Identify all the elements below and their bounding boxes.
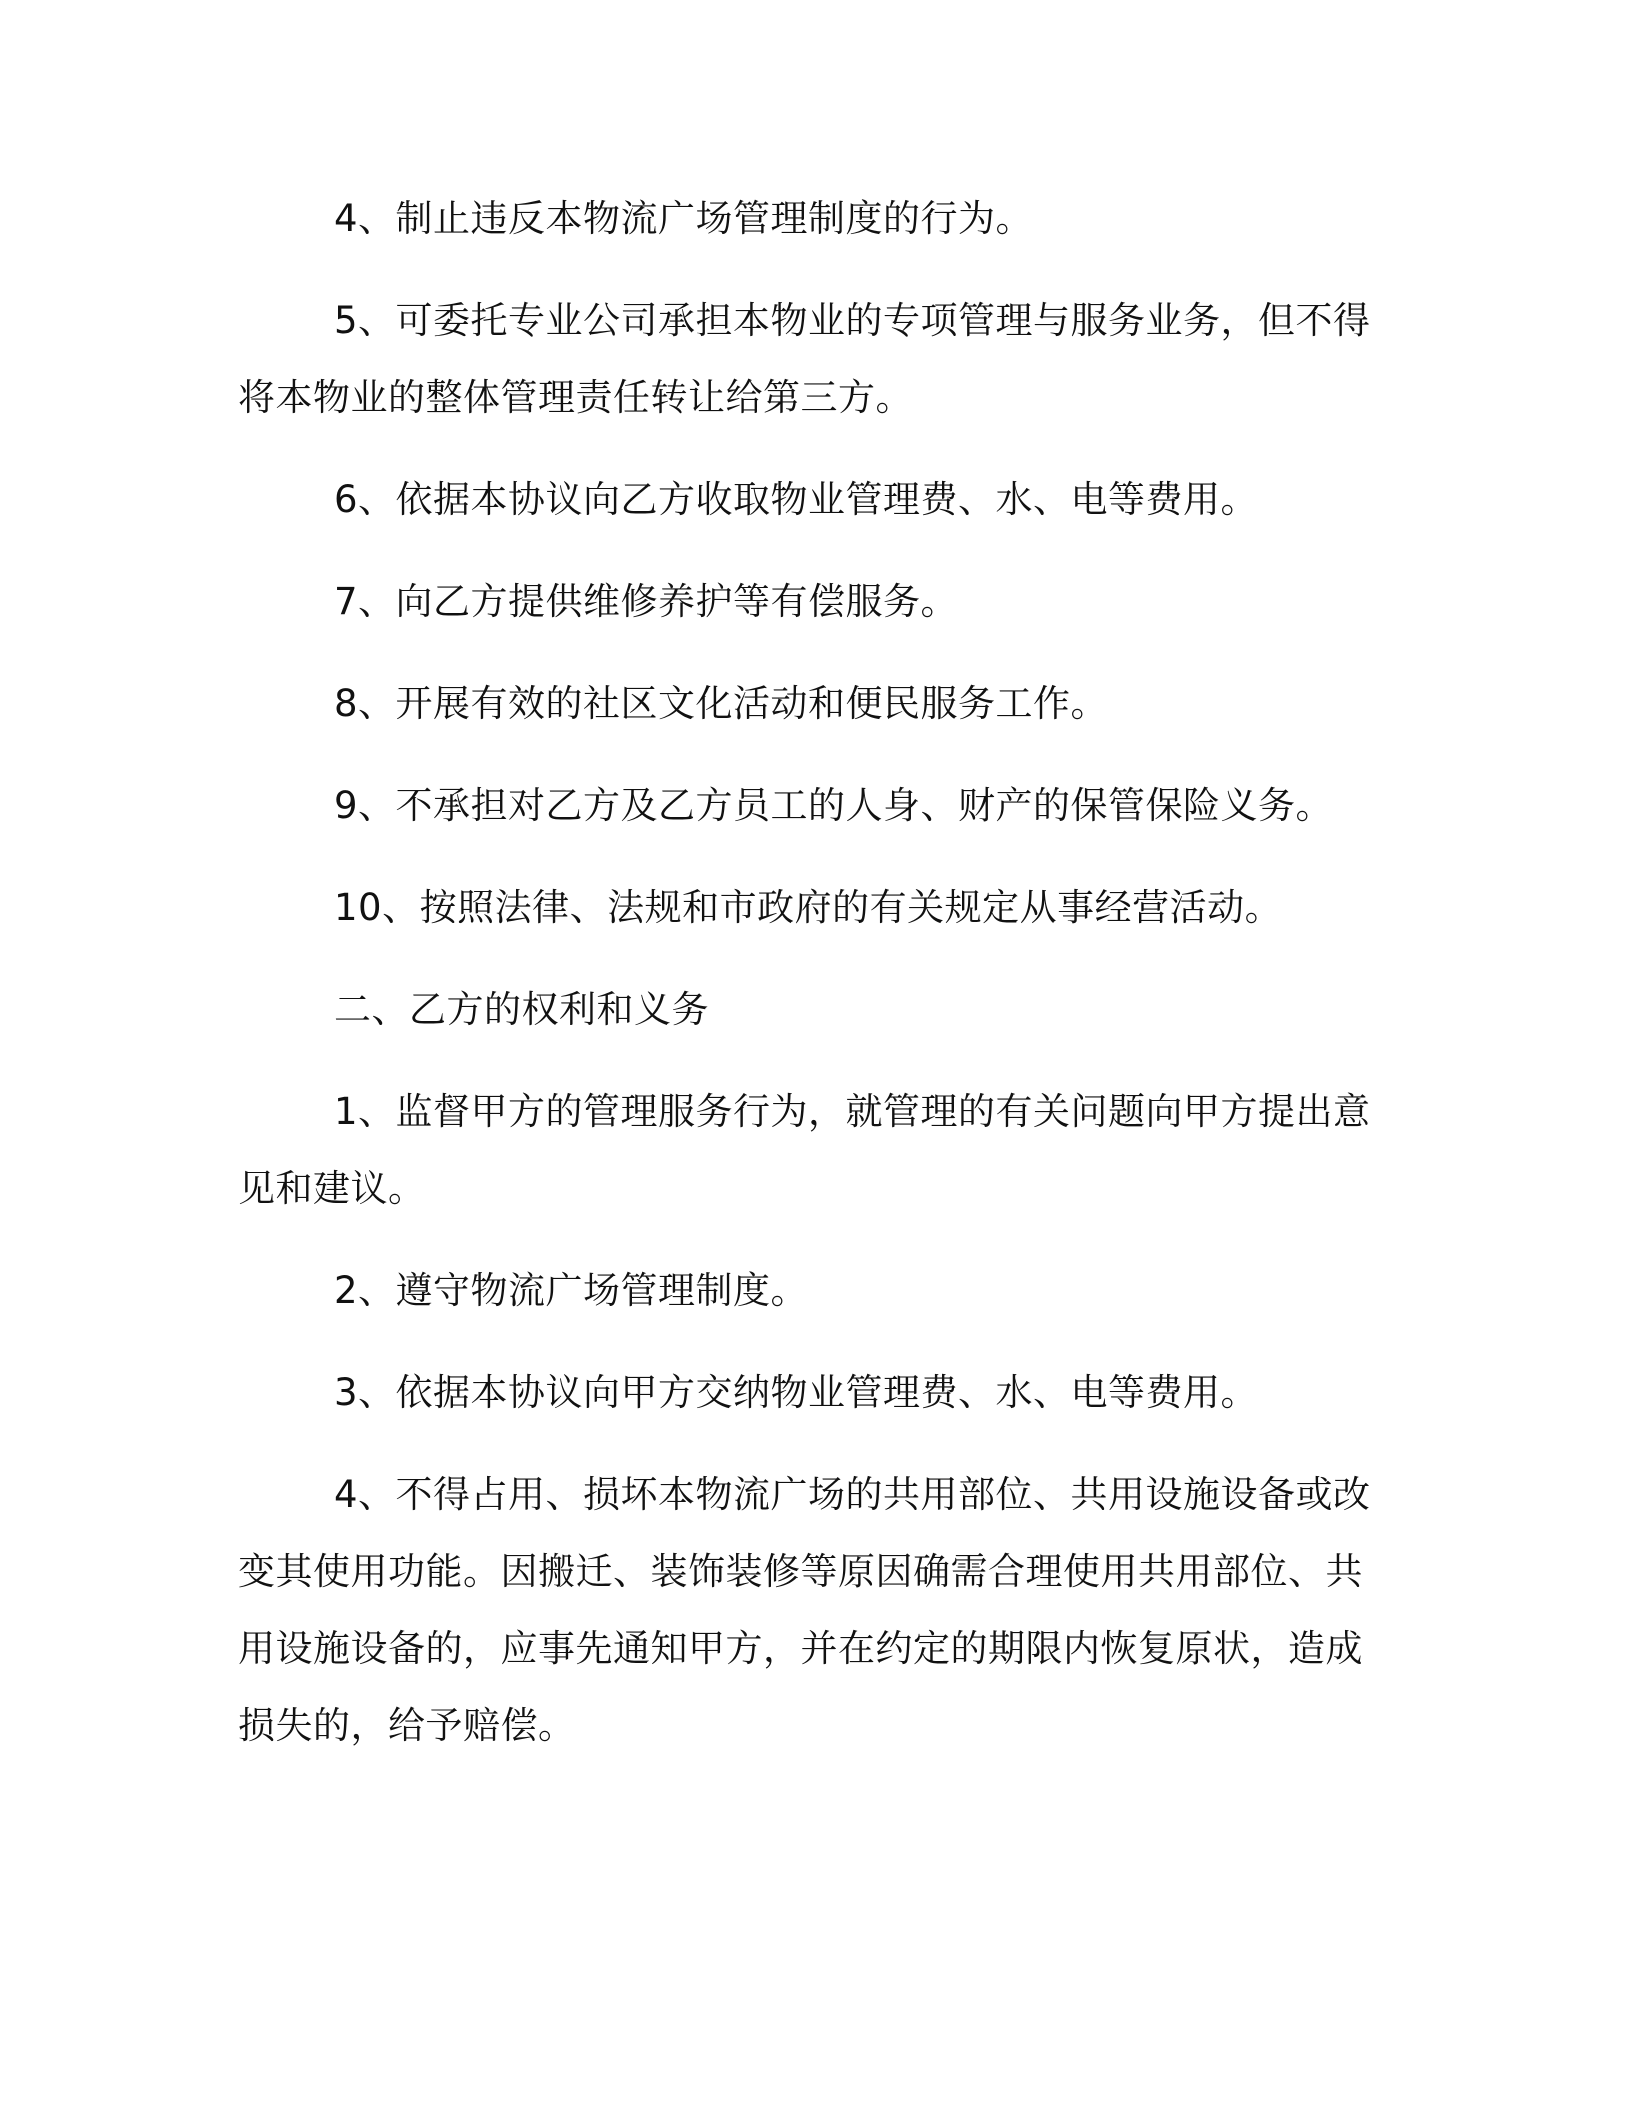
clause-b4-cont-2: 用设施设备的，应事先通知甲方，并在约定的期限内恢复原状，造成 bbox=[238, 1627, 1363, 1670]
section-heading-party-b: 二、乙方的权利和义务 bbox=[334, 988, 709, 1031]
clause-a7: 7、向乙方提供维修养护等有偿服务。 bbox=[334, 580, 959, 623]
clause-b1-cont: 见和建议。 bbox=[238, 1167, 426, 1210]
clause-b4-cont-1: 变其使用功能。因搬迁、装饰装修等原因确需合理使用共用部位、共 bbox=[238, 1550, 1363, 1593]
clause-b3: 3、依据本协议向甲方交纳物业管理费、水、电等费用。 bbox=[334, 1371, 1259, 1414]
clause-a9: 9、不承担对乙方及乙方员工的人身、财产的保管保险义务。 bbox=[334, 784, 1334, 827]
clause-a4: 4、制止违反本物流广场管理制度的行为。 bbox=[334, 197, 1034, 240]
clause-a8: 8、开展有效的社区文化活动和便民服务工作。 bbox=[334, 682, 1109, 725]
clause-a10: 10、按照法律、法规和市政府的有关规定从事经营活动。 bbox=[334, 886, 1283, 929]
clause-b2: 2、遵守物流广场管理制度。 bbox=[334, 1269, 809, 1312]
clause-a6: 6、依据本协议向乙方收取物业管理费、水、电等费用。 bbox=[334, 478, 1259, 521]
clause-b1: 1、监督甲方的管理服务行为，就管理的有关问题向甲方提出意 bbox=[334, 1090, 1371, 1133]
clause-b4: 4、不得占用、损坏本物流广场的共用部位、共用设施设备或改 bbox=[334, 1473, 1371, 1516]
clause-a5-cont: 将本物业的整体管理责任转让给第三方。 bbox=[238, 376, 913, 419]
clause-b4-cont-3: 损失的，给予赔偿。 bbox=[238, 1704, 576, 1747]
clause-a5: 5、可委托专业公司承担本物业的专项管理与服务业务，但不得 bbox=[334, 299, 1371, 342]
